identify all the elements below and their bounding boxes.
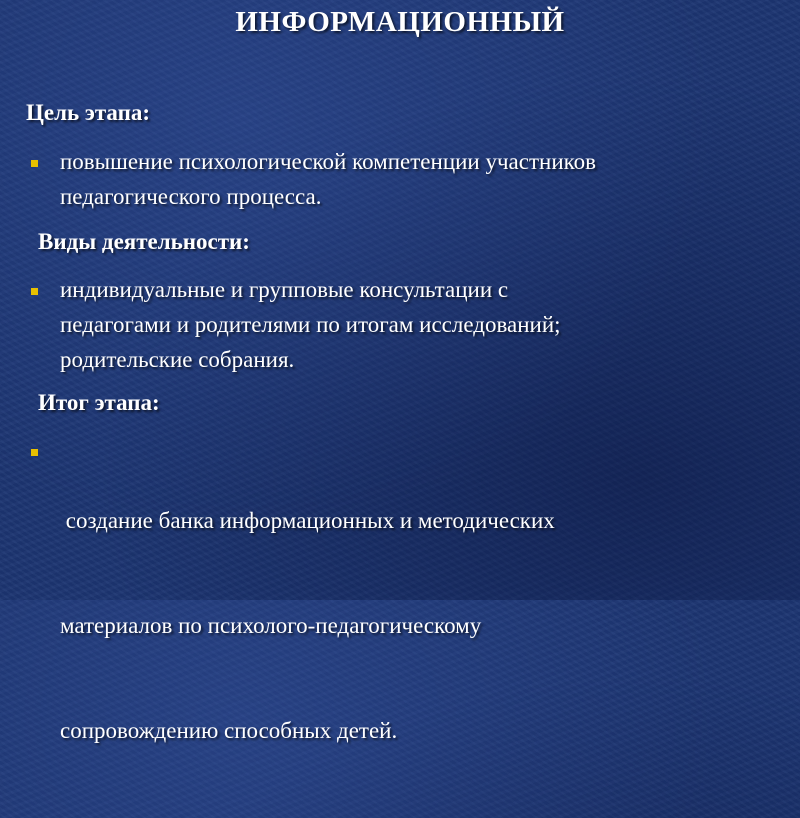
bullet-icon: [31, 160, 38, 167]
text-line: педагогического процесса.: [60, 184, 322, 209]
section-heading-activities: Виды деятельности:: [38, 229, 250, 254]
text-line: педагогами и родителями по итогам исследований;: [60, 312, 561, 337]
section-text-activities: [60, 272, 780, 377]
text-line: создание банка информационных и методических: [60, 508, 555, 533]
section-heading-goal: Цель этапа:: [26, 100, 151, 125]
section-text-result: [60, 433, 780, 818]
slide-title: ИНФОРМАЦИОННЫЙ: [235, 6, 565, 38]
text-line: материалов по психолого-педагогическому: [60, 613, 482, 638]
bullet-icon: [31, 288, 38, 295]
text-line: родительские собрания.: [60, 347, 295, 372]
section-text-goal: [60, 144, 780, 214]
text-line: индивидуальные и групповые консультации с: [60, 277, 509, 302]
text-line: сопровождению способных детей.: [60, 718, 398, 743]
section-heading-result: Итог этапа:: [38, 390, 160, 415]
bullet-icon: [31, 449, 38, 456]
text-line: повышение психологической компетенции участников: [60, 149, 597, 174]
